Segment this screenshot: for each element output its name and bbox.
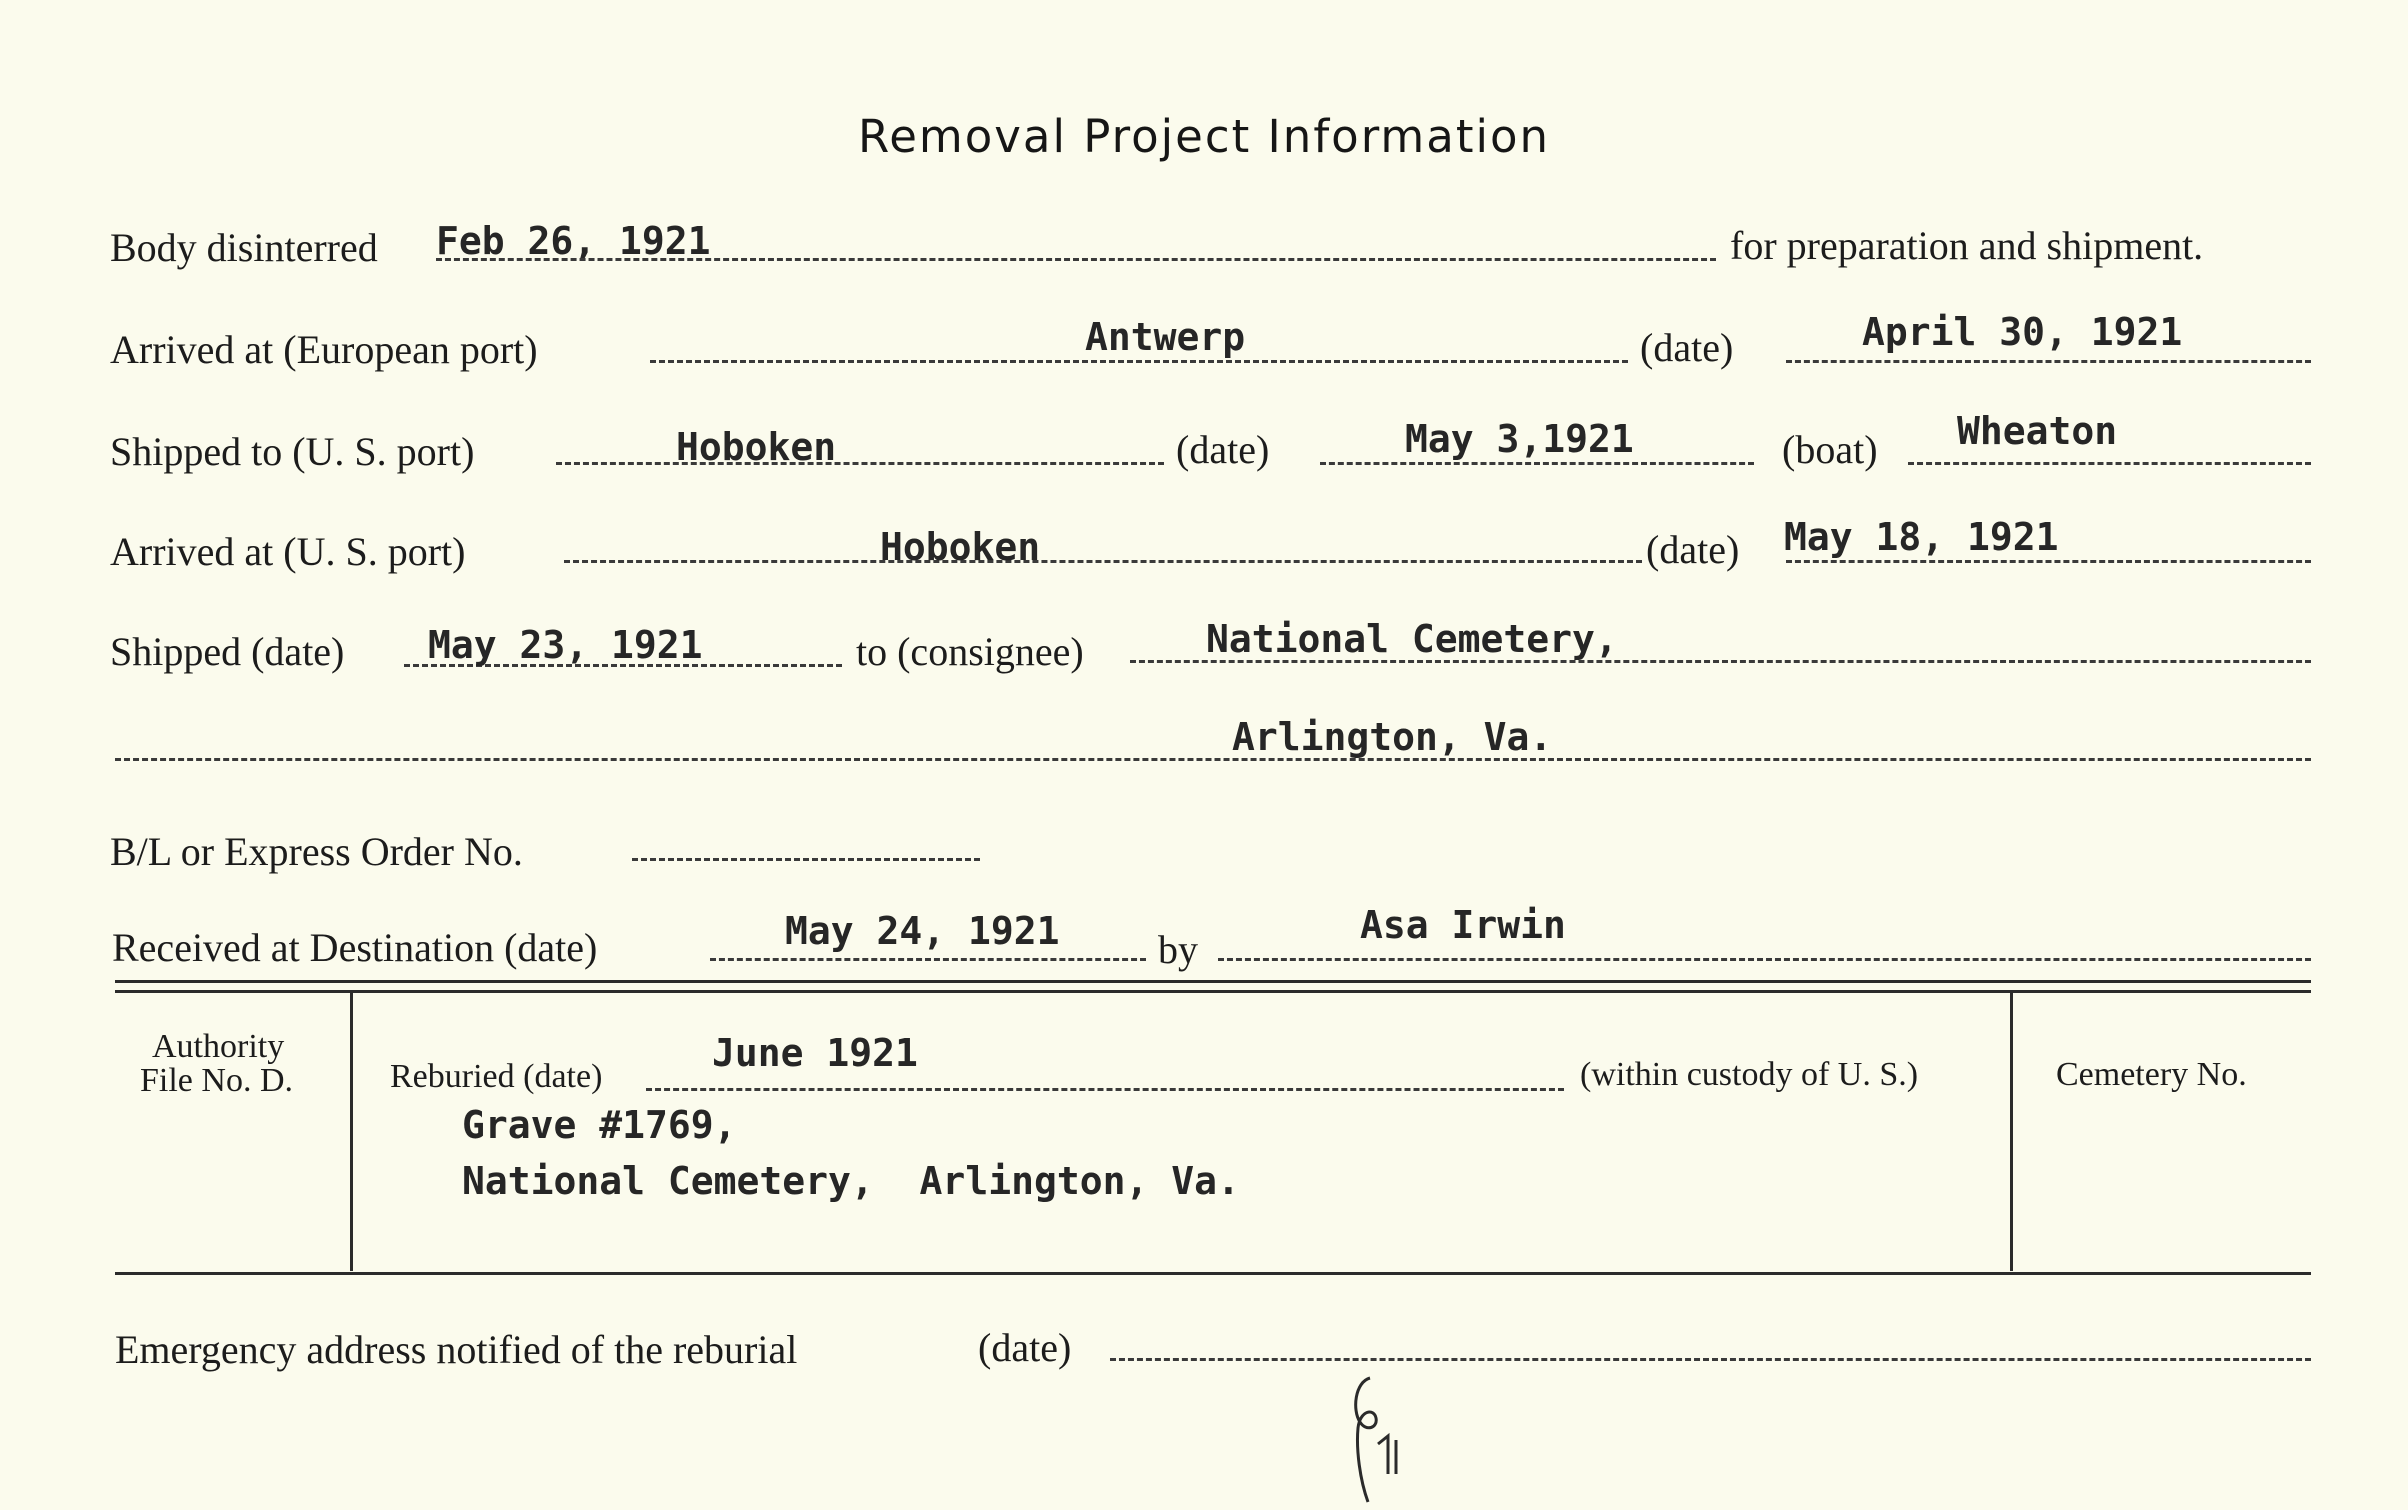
arrived-european-line [650, 360, 1628, 363]
shipped-to-value: Hoboken [676, 425, 837, 469]
arrived-us-label: Arrived at (U. S. port) [110, 529, 466, 574]
by-value: Asa Irwin [1360, 903, 1566, 947]
body-disinterred-line [436, 258, 1716, 261]
shipped-to-label: Shipped to (U. S. port) [110, 429, 475, 474]
reburied-label: Reburied (date) [390, 1058, 603, 1095]
emergency-date-line [1110, 1358, 2311, 1361]
bl-label: B/L or Express Order No. [110, 829, 523, 874]
received-value: May 24, 1921 [785, 909, 1060, 953]
body-disinterred-value: Feb 26, 1921 [436, 219, 711, 263]
by-line [1218, 958, 2311, 961]
shipped-to-line [556, 462, 1164, 465]
lower-box-bottom-rule [115, 1272, 2311, 1275]
grave-line2: National Cemetery, Arlington, Va. [462, 1159, 1240, 1203]
reburied-value: June 1921 [712, 1031, 918, 1075]
body-disinterred-label: Body disinterred [110, 225, 378, 270]
arrived-us-value: Hoboken [880, 525, 1041, 569]
for-preparation-label: for preparation and shipment. [1730, 223, 2204, 268]
authority-divider [350, 993, 353, 1271]
consignee-label: to (consignee) [856, 629, 1084, 674]
grave-line1: Grave #1769, [462, 1103, 737, 1147]
consignee-line1: National Cemetery, [1206, 617, 1618, 661]
consignee-continuation-line [115, 758, 2311, 761]
authority-label-line2: File No. D. [140, 1062, 293, 1099]
by-label: by [1158, 927, 1198, 972]
emergency-date-label: (date) [978, 1325, 1072, 1370]
consignee-line2: Arlington, Va. [1232, 715, 1553, 759]
shipped-date-value: May 23, 1921 [428, 623, 703, 667]
shipped-to-date-line [1320, 462, 1754, 465]
boat-label: (boat) [1782, 427, 1878, 472]
arrived-european-value: Antwerp [1085, 315, 1246, 359]
arrived-us-date: May 18, 1921 [1784, 515, 2059, 559]
boat-line [1908, 462, 2311, 465]
received-label: Received at Destination (date) [112, 925, 598, 970]
boat-value: Wheaton [1957, 409, 2118, 453]
arrived-us-date-label: (date) [1646, 527, 1740, 572]
cemetery-divider [2010, 993, 2013, 1271]
double-rule-top [115, 980, 2311, 983]
form-title: Removal Project Information [857, 110, 1551, 163]
shipped-to-date: May 3,1921 [1405, 417, 1634, 461]
arrived-european-label: Arrived at (European port) [110, 327, 538, 372]
shipped-to-date-label: (date) [1176, 427, 1270, 472]
arrived-european-date-line [1786, 360, 2311, 363]
arrived-european-date: April 30, 1921 [1862, 310, 2183, 354]
handwritten-mark-icon [1330, 1370, 1410, 1510]
arrived-european-date-label: (date) [1640, 325, 1734, 370]
cemetery-no-label: Cemetery No. [2056, 1056, 2247, 1093]
shipped-date-label: Shipped (date) [110, 629, 345, 674]
authority-label-line1: Authority [152, 1028, 285, 1065]
bl-line [632, 858, 980, 861]
double-rule-bottom [115, 990, 2311, 993]
arrived-us-line [564, 560, 1642, 563]
reburied-line [646, 1088, 1564, 1091]
custody-label: (within custody of U. S.) [1580, 1056, 1919, 1093]
emergency-label: Emergency address notified of the reburial [115, 1327, 798, 1372]
received-line [710, 958, 1146, 961]
arrived-us-date-line [1786, 560, 2311, 563]
